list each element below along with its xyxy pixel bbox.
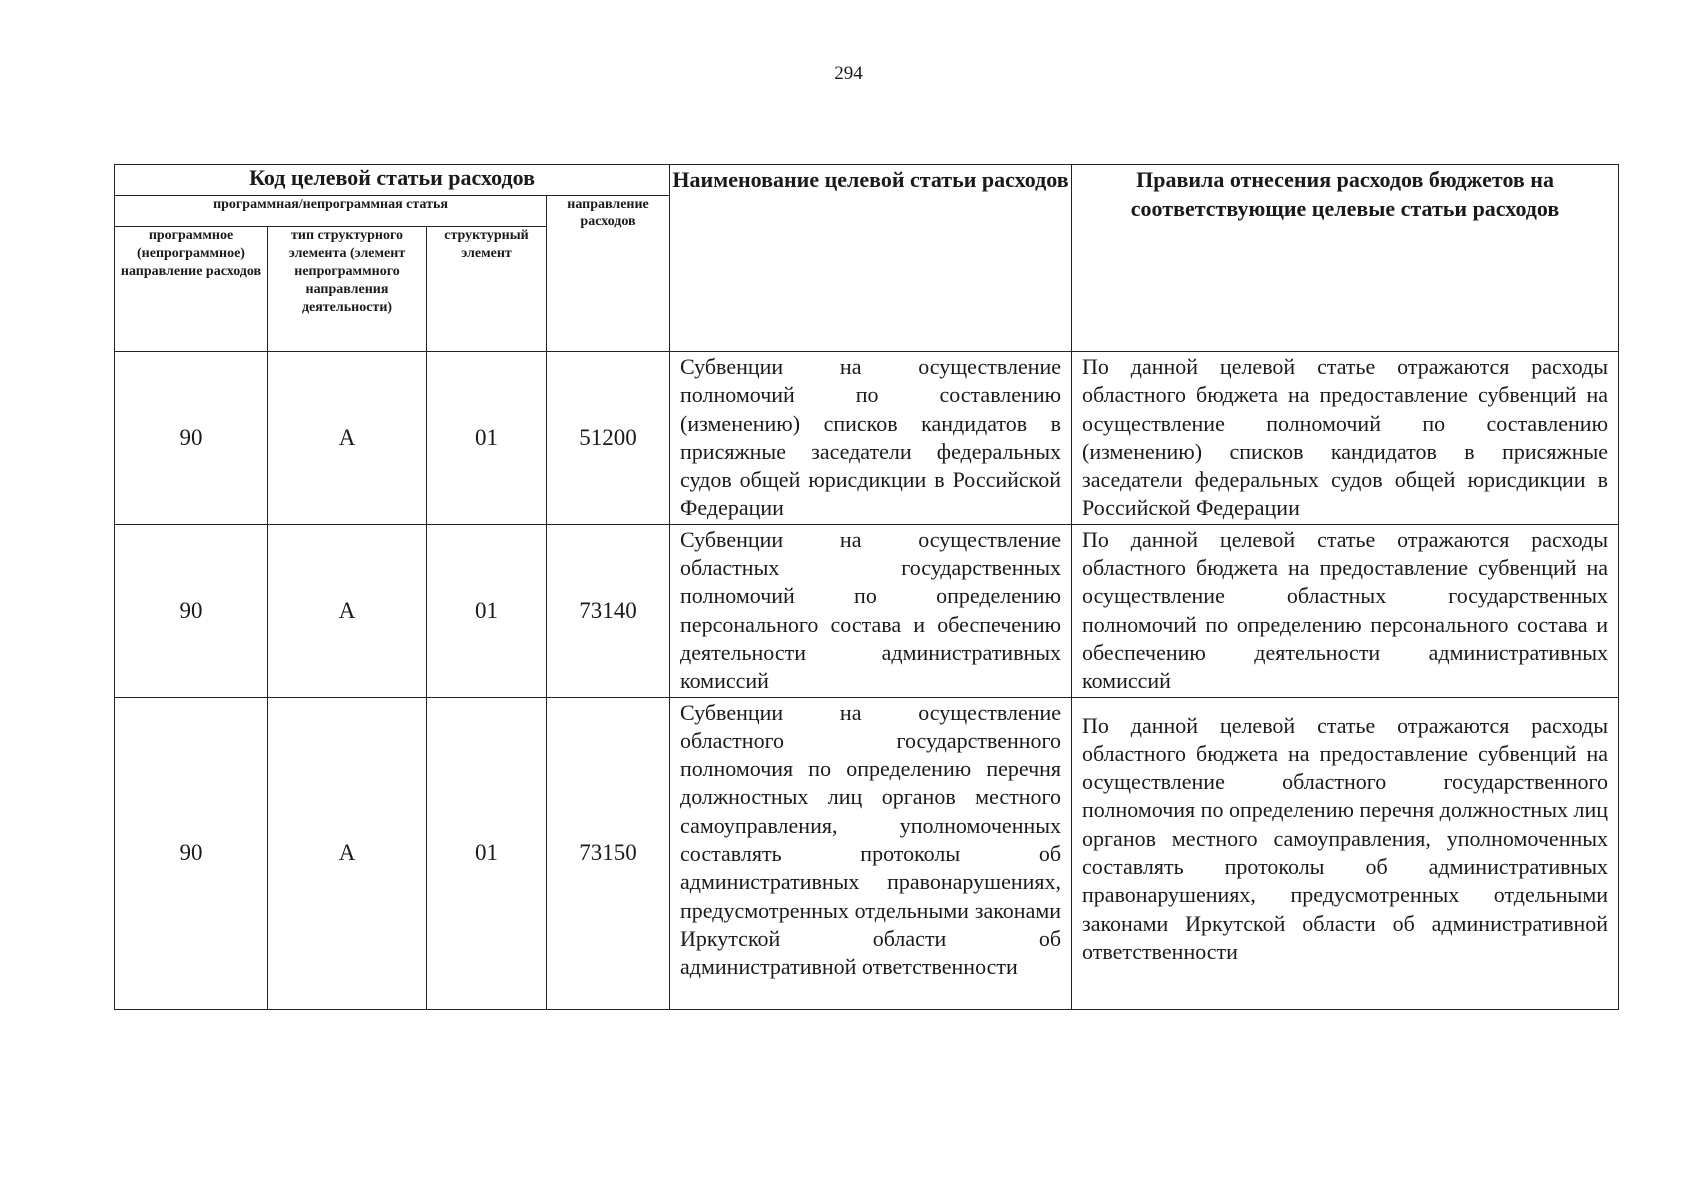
table-row xyxy=(115,697,1619,1009)
header-program-direction: программное (непрограммное) направление расходов xyxy=(115,227,268,352)
header-direction: направление расходов xyxy=(547,196,670,352)
cell-direction: 73150 xyxy=(547,697,670,1009)
page-number: 294 xyxy=(834,63,863,84)
header-article-name: Наименование целевой статьи расходов xyxy=(670,165,1072,352)
header-code-group: Код целевой статьи расходов xyxy=(115,165,670,196)
cell-rule: По данной целевой статье отражаются расходы областного бюджета на предоставление субвенций на осуществление полномочий по составлению (изменению) списков кандидатов в присяжные заседатели федеральных судов общей юрисдикции в Российской Федерации xyxy=(1072,352,1619,525)
cell-program: 90 xyxy=(115,697,268,1009)
header-structural-element: структурный элемент xyxy=(427,227,547,352)
cell-element: 01 xyxy=(427,524,547,697)
header-program-article: программная/непрограммная статья xyxy=(115,196,547,227)
cell-element: 01 xyxy=(427,697,547,1009)
cell-rule: По данной целевой статье отражаются расходы областного бюджета на предоставление субвенций на осуществление областного государственного полномочия по определению перечня должностных лиц органов местного самоуправления, уполномоченных составлять протоколы об административных правонарушениях, предусмотренных отдельными законами Иркутской области об административной ответственности xyxy=(1072,697,1619,1009)
target-articles-table xyxy=(114,164,1619,1010)
cell-article-name: Субвенции на осуществление полномочий по составлению (изменению) списков кандидатов в присяжные заседатели федеральных судов общей юрисдикции в Российской Федерации xyxy=(670,352,1072,525)
cell-type: А xyxy=(268,524,427,697)
header-structural-type: тип структурного элемента (элемент непрограммного направления деятельности) xyxy=(268,227,427,352)
cell-article-name: Субвенции на осуществление областных государственных полномочий по определению персонального состава и обеспечению деятельности административных комиссий xyxy=(670,524,1072,697)
header-rules: Правила отнесения расходов бюджетов на соответствующие целевые статьи расходов xyxy=(1072,165,1619,352)
cell-direction: 51200 xyxy=(547,352,670,525)
cell-article-name: Субвенции на осуществление областного государственного полномочия по определению перечня должностных лиц органов местного самоуправления, уполномоченных составлять протоколы об административных правонарушениях, предусмотренных отдельными законами Иркутской области об административной ответственности xyxy=(670,697,1072,1009)
cell-element: 01 xyxy=(427,352,547,525)
cell-type: А xyxy=(268,352,427,525)
cell-type: А xyxy=(268,697,427,1009)
cell-direction: 73140 xyxy=(547,524,670,697)
cell-program: 90 xyxy=(115,352,268,525)
cell-rule: По данной целевой статье отражаются расходы областного бюджета на предоставление субвенций на осуществление областных государственных полномочий по определению персонального состава и обеспечению деятельности административных комиссий xyxy=(1072,524,1619,697)
table-row xyxy=(115,524,1619,697)
table-row xyxy=(115,352,1619,525)
header-row-1 xyxy=(115,165,1619,196)
cell-program: 90 xyxy=(115,524,268,697)
